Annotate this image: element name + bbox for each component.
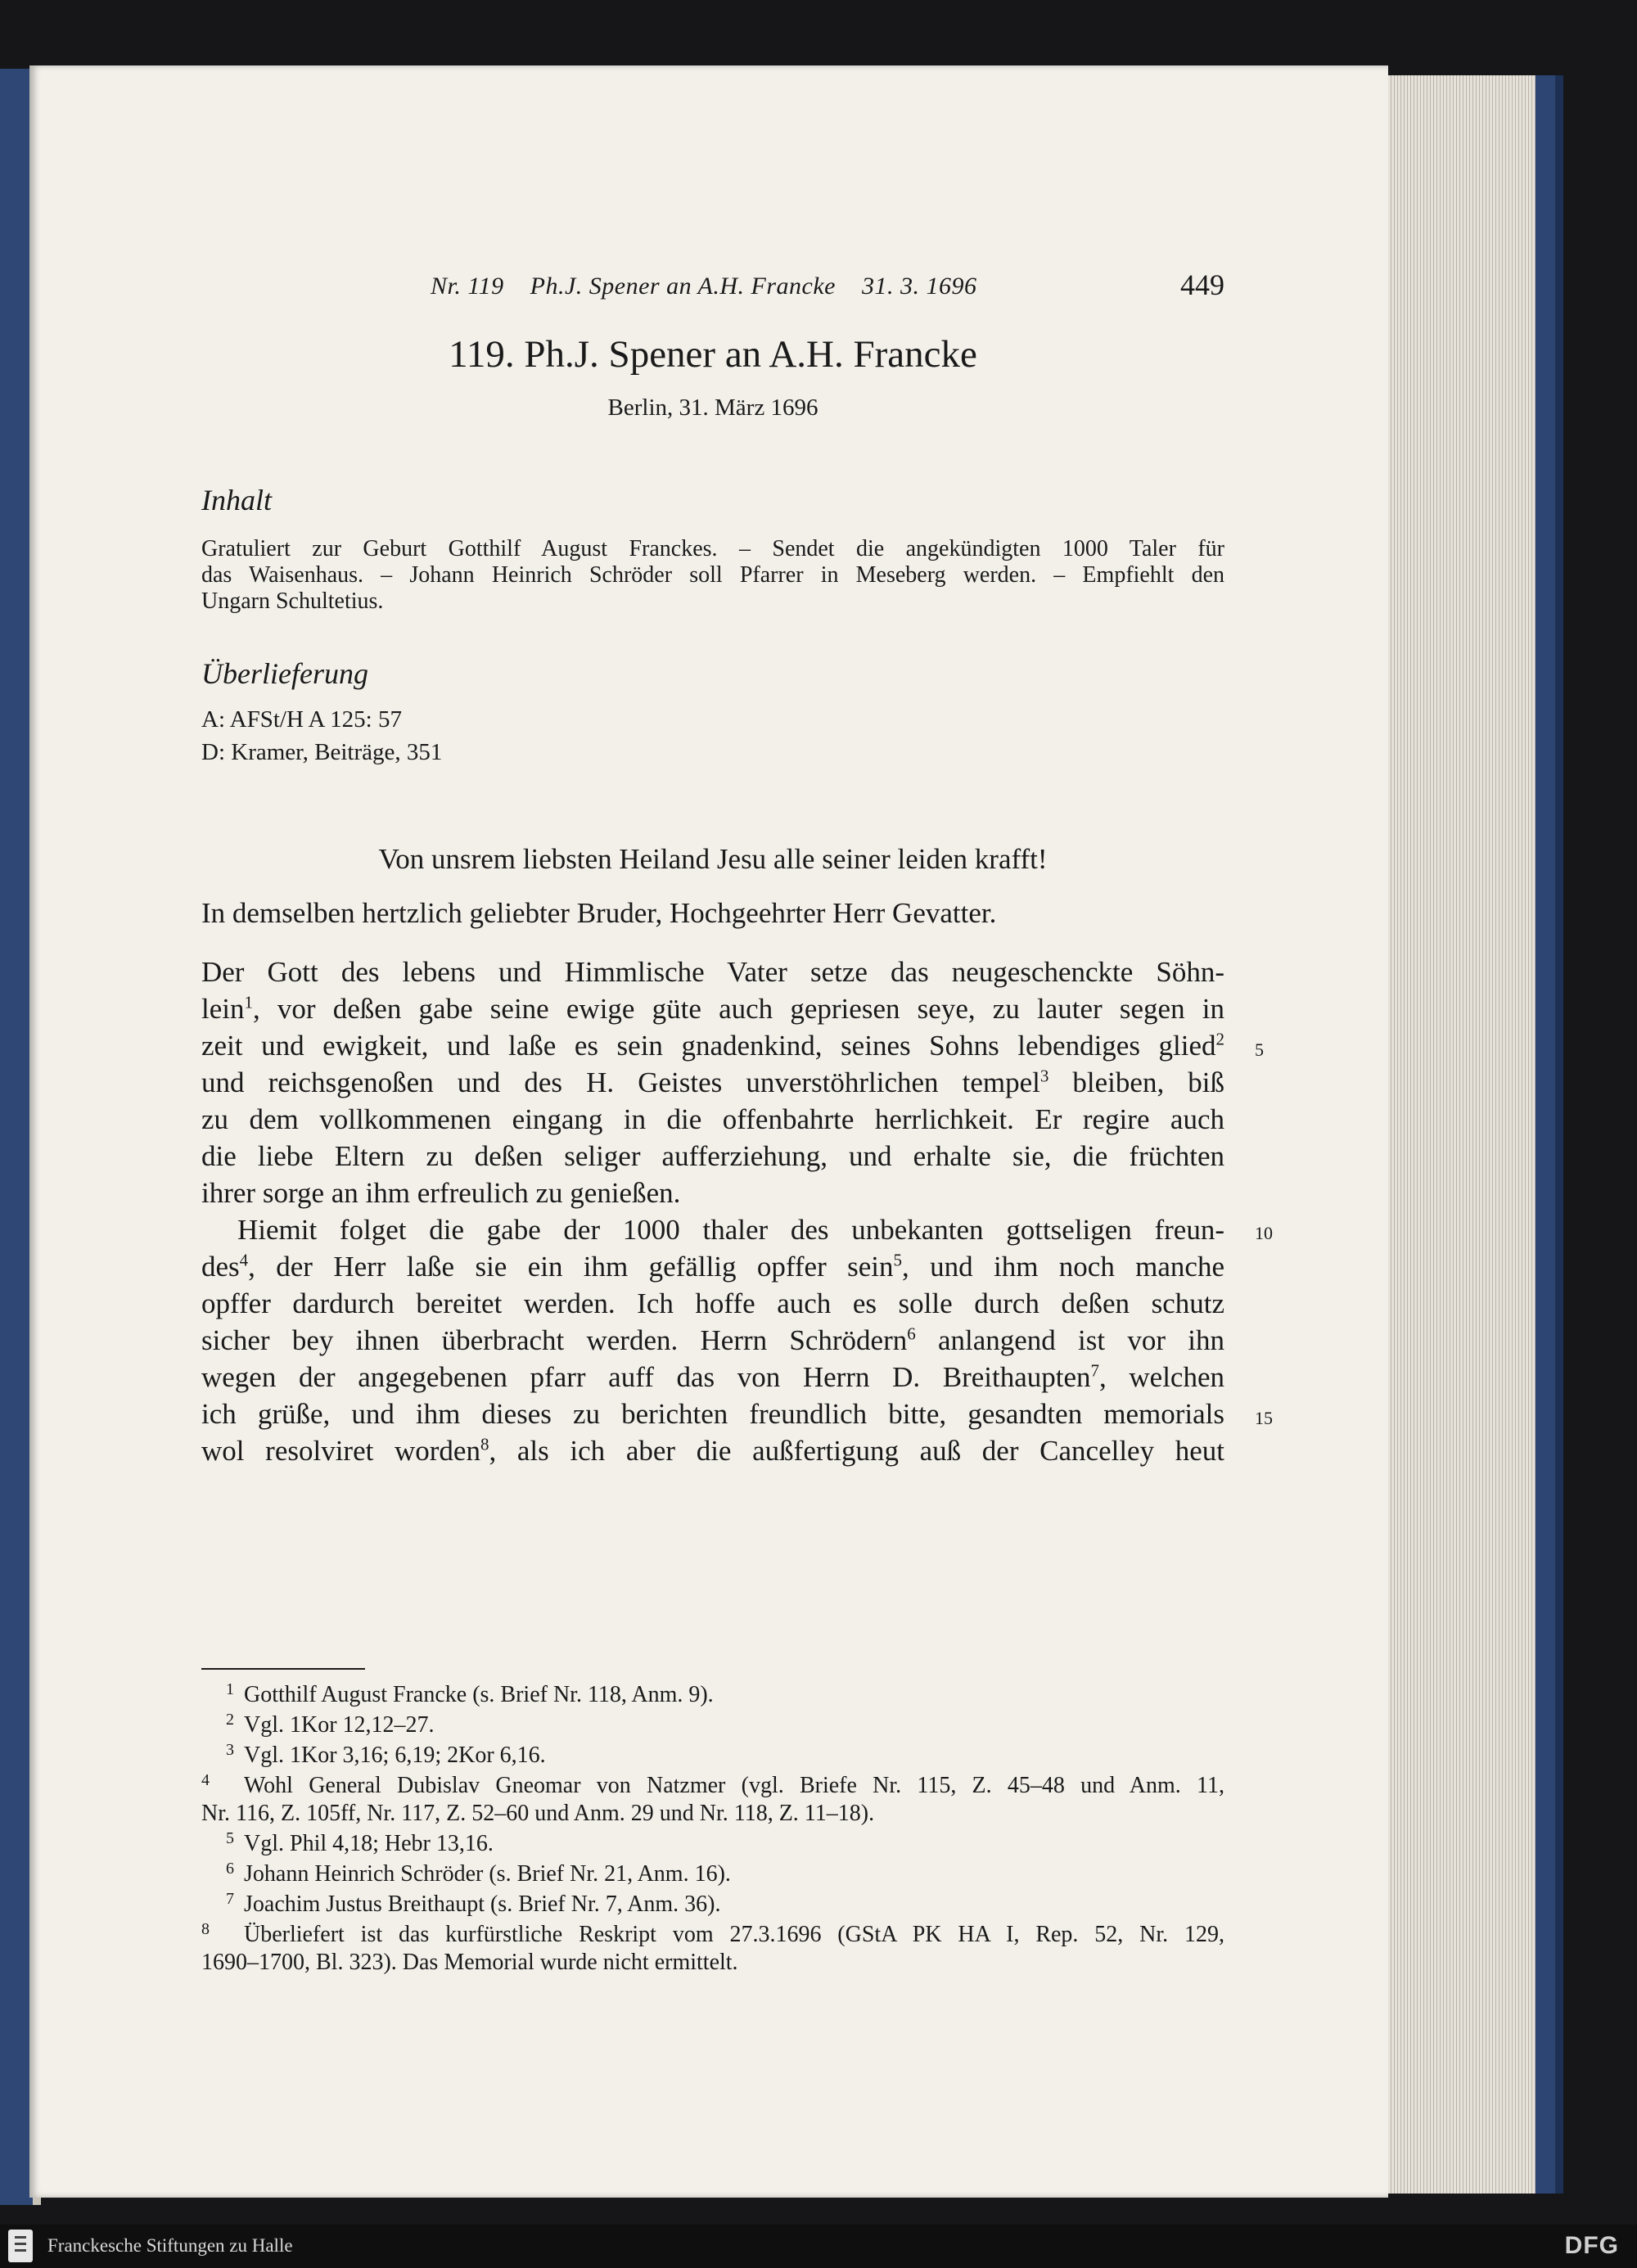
- inhalt-heading: Inhalt: [201, 484, 272, 516]
- footnote-rule: [201, 1668, 365, 1670]
- body-line: zu dem vollkommenen eingang in die offenbahrte herrlichkeit. Er regire auch: [201, 1103, 1224, 1135]
- greeting: In demselben hertzlich geliebter Bruder, Hochgeehrter Herr Gevatter.: [201, 897, 997, 929]
- footnote-text: Vgl. 1Kor 12,12–27.: [244, 1712, 435, 1738]
- body-line: zeit und ewigkeit, und laße es sein gnadenkind, seines Sohns lebendiges glied$^2$: [201, 1029, 1224, 1062]
- footnote-number: 8: [201, 1920, 210, 1938]
- footnote-ref: 6: [907, 1323, 916, 1344]
- ueberlieferung-line: A: AFSt/H A 125: 57: [201, 706, 402, 733]
- institution-name: Franckesche Stiftungen zu Halle: [47, 2235, 293, 2256]
- footnote-number: 1: [226, 1680, 234, 1698]
- footnote-ref: 8: [480, 1434, 489, 1454]
- book-page: [29, 65, 1388, 2198]
- footnote-continued: 1690–1700, Bl. 323). Das Memorial wurde nicht ermittelt.: [201, 1950, 738, 1975]
- ueberlieferung-heading: Überlieferung: [201, 657, 368, 690]
- footnote-ref: 4: [239, 1250, 249, 1270]
- inhalt-summary: [201, 536, 1224, 615]
- running-head: [201, 268, 1224, 305]
- body-line: die liebe Eltern zu deßen seliger aufferziehung, und erhalte sie, die früchten: [201, 1140, 1224, 1172]
- footnote: [201, 1682, 1224, 1708]
- body-line: ich grüße, und ihm dieses zu berichten freundlich bitte, gesandten memorials: [201, 1398, 1224, 1430]
- footnote: [201, 1892, 1224, 1918]
- line-number: 10: [1255, 1223, 1273, 1243]
- footnote-number: 7: [226, 1890, 234, 1908]
- footnote: [201, 1712, 1224, 1738]
- footnote-text: Gotthilf August Francke (s. Brief Nr. 118, Anm. 9).: [244, 1682, 714, 1707]
- footnote-ref: 3: [1039, 1066, 1049, 1086]
- summary-line: das Waisenhaus. – Johann Heinrich Schröder soll Pfarrer in Meseberg werden. – Empfiehlt den: [201, 562, 1224, 588]
- ueberlieferung-line: D: Kramer, Beiträge, 351: [201, 739, 443, 765]
- footnote-ref: 1: [244, 992, 253, 1012]
- footnote-number: 3: [226, 1741, 234, 1759]
- footnote-text: Überliefert ist das kurfürstliche Reskript vom 27.3.1696 (GStA PK HA I, Rep. 52, Nr. 129,: [244, 1922, 1224, 1947]
- footnote-number: 6: [226, 1860, 234, 1878]
- footnote-text: Vgl. Phil 4,18; Hebr 13,16.: [244, 1831, 494, 1856]
- body-line: wegen der angegebenen pfarr auff das von Herrn D. Breithaupten$^7$, welchen: [201, 1360, 1224, 1393]
- body-line: Der Gott des lebens und Himmlische Vater setze das neugeschenckte Söhn-: [201, 956, 1224, 988]
- book-binding-left: [0, 69, 33, 2205]
- footnote: [201, 1773, 1224, 1799]
- footnote-ref: 5: [893, 1250, 902, 1270]
- body-line: ihrer sorge an ihm erfreulich zu genießen.: [201, 1177, 681, 1209]
- body-line: lein$^1$, vor deßen gabe seine ewige güte auch gepriesen seye, zu lauter segen in: [201, 992, 1224, 1025]
- viewer-footer: [0, 2225, 1637, 2268]
- body-line: des$^4$, der Herr laße sie ein ihm gefällig opffer sein$^5$, und ihm noch manche: [201, 1250, 1225, 1283]
- letter-dateline: Berlin, 31. März 1696: [607, 395, 818, 421]
- footnote-text: Johann Heinrich Schröder (s. Brief Nr. 21, Anm. 16).: [244, 1861, 731, 1887]
- summary-line: Ungarn Schultetius.: [201, 588, 384, 614]
- page-edges: [1388, 75, 1536, 2194]
- footnote-ref: 7: [1090, 1360, 1100, 1381]
- footnote: [201, 1861, 1224, 1887]
- footnote-text: Joachim Justus Breithaupt (s. Brief Nr. 7, Anm. 36).: [244, 1892, 721, 1917]
- page-number: 449: [1180, 268, 1224, 301]
- summary-line: Gratuliert zur Geburt Gotthilf August Franckes. – Sendet die angekündigten 1000 Taler für: [201, 536, 1224, 561]
- line-number: 15: [1255, 1408, 1273, 1428]
- footnote-number: 4: [201, 1771, 210, 1789]
- footnote-number: 5: [226, 1829, 234, 1847]
- footnote-text: Vgl. 1Kor 3,16; 6,19; 2Kor 6,16.: [244, 1743, 546, 1768]
- running-head-text: Nr. 119 Ph.J. Spener an A.H. Francke 31. 3. 1696: [431, 273, 977, 300]
- footnote: [201, 1831, 1224, 1857]
- letter-title: 119. Ph.J. Spener an A.H. Francke: [449, 333, 977, 376]
- body-line: sicher bey ihnen überbracht werden. Herrn Schrödern$^6$ anlangend ist vor ihn: [201, 1323, 1224, 1356]
- body-line: Hiemit folget die gabe der 1000 thaler des unbekanten gottseligen freun-: [237, 1214, 1224, 1246]
- footnote-number: 2: [226, 1711, 234, 1729]
- institution-logo-icon[interactable]: [8, 2230, 33, 2262]
- footnote: [201, 1743, 1224, 1769]
- salutation: Von unsrem liebsten Heiland Jesu alle seiner leiden krafft!: [378, 843, 1048, 875]
- body-line: wol resolviret worden$^8$, als ich aber die außfertigung auß der Cancelley heut: [201, 1434, 1225, 1467]
- footnote-text: Wohl General Dubislav Gneomar von Natzmer (vgl. Briefe Nr. 115, Z. 45–48 und Anm. 11,: [244, 1773, 1224, 1798]
- book-cover-shadow: [1555, 75, 1563, 2194]
- line-number: 5: [1255, 1039, 1264, 1060]
- body-line: und reichsgenoßen und des H. Geistes unverstöhrlichen tempel$^3$ bleiben, biß: [201, 1066, 1224, 1098]
- footnote-ref: 2: [1215, 1029, 1224, 1049]
- dfg-logo: DFG: [1564, 2232, 1619, 2259]
- body-line: opffer dardurch bereitet werden. Ich hoffe auch es solle durch deßen schutz: [201, 1287, 1224, 1319]
- footnote-continued: Nr. 116, Z. 105ff, Nr. 117, Z. 52–60 und Anm. 29 und Nr. 118, Z. 11–18).: [201, 1801, 875, 1826]
- footnote: [201, 1922, 1224, 1948]
